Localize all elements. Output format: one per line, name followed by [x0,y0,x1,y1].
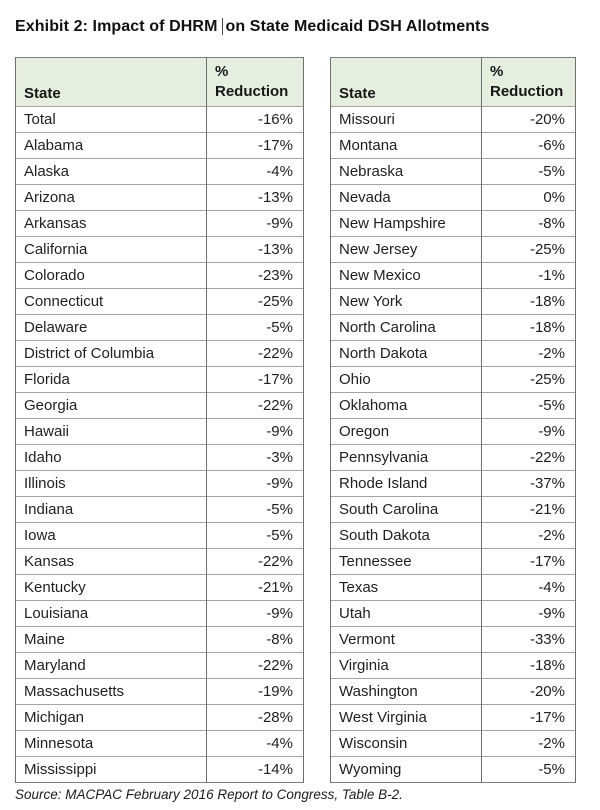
state-cell: Maryland [16,653,207,679]
table-row [331,393,576,419]
table-row [331,731,576,757]
state-cell: North Carolina [331,315,482,341]
reduction-cell: -17% [207,133,304,159]
state-cell: Wyoming [331,757,482,783]
table-row [16,497,304,523]
reduction-column-header: % Reduction [207,58,304,107]
reduction-cell: -2% [482,731,576,757]
state-cell: Utah [331,601,482,627]
reduction-cell: -25% [482,237,576,263]
dsh-table-left [15,57,304,783]
table-row [16,601,304,627]
state-cell: Kansas [16,549,207,575]
table-row [331,497,576,523]
state-cell: Hawaii [16,419,207,445]
reduction-cell: -13% [207,237,304,263]
state-cell: New Jersey [331,237,482,263]
header-row [16,58,304,107]
table-row [16,263,304,289]
table-row [16,523,304,549]
reduction-cell: -21% [207,575,304,601]
table-row [331,367,576,393]
state-cell: Massachusetts [16,679,207,705]
table-row [331,549,576,575]
reduction-cell: -17% [482,549,576,575]
table-row [16,757,304,783]
reduction-cell: -4% [207,731,304,757]
state-cell: Vermont [331,627,482,653]
reduction-cell: -16% [207,107,304,133]
reduction-cell: -20% [482,107,576,133]
state-cell: Washington [331,679,482,705]
state-cell: Oregon [331,419,482,445]
state-cell: California [16,237,207,263]
state-cell: Texas [331,575,482,601]
state-cell: Pennsylvania [331,445,482,471]
state-column-header: State [331,58,482,107]
table-row [16,315,304,341]
state-cell: South Carolina [331,497,482,523]
reduction-cell: -23% [207,263,304,289]
table-row [331,263,576,289]
reduction-cell: -19% [207,679,304,705]
state-cell: Indiana [16,497,207,523]
state-cell: Rhode Island [331,471,482,497]
dsh-table-right [330,57,576,783]
state-cell: Idaho [16,445,207,471]
table-row [16,575,304,601]
table-row [16,627,304,653]
reduction-cell: -2% [482,341,576,367]
table-row [331,653,576,679]
reduction-cell: -4% [482,575,576,601]
state-cell: Florida [16,367,207,393]
reduction-cell: -25% [482,367,576,393]
source-note: Source: MACPAC February 2016 Report to Congress, Table B-2. [15,787,403,802]
reduction-cell: -4% [207,159,304,185]
state-cell: Nevada [331,185,482,211]
reduction-cell: -6% [482,133,576,159]
table-row [16,419,304,445]
reduction-cell: -28% [207,705,304,731]
table-row [16,731,304,757]
reduction-cell: -18% [482,315,576,341]
reduction-cell: -8% [482,211,576,237]
reduction-cell: -8% [207,627,304,653]
table-row [331,159,576,185]
reduction-cell: -37% [482,471,576,497]
reduction-cell: -22% [207,341,304,367]
table-row [331,575,576,601]
reduction-cell: -9% [207,419,304,445]
reduction-cell: -22% [207,549,304,575]
reduction-cell: -18% [482,289,576,315]
reduction-column-header: % Reduction [482,58,576,107]
table-row [16,393,304,419]
reduction-cell: -18% [482,653,576,679]
table-row [331,601,576,627]
state-cell: Missouri [331,107,482,133]
table-row [331,471,576,497]
table-row [331,237,576,263]
state-cell: Arkansas [16,211,207,237]
state-cell: New York [331,289,482,315]
reduction-cell: -17% [207,367,304,393]
state-cell: Georgia [16,393,207,419]
title-text-before-cursor: Exhibit 2: Impact of DHRM [15,18,218,35]
table-row [331,419,576,445]
state-cell: Louisiana [16,601,207,627]
table-row [16,237,304,263]
reduction-cell: -5% [207,523,304,549]
table-row [331,211,576,237]
state-cell: Total [16,107,207,133]
state-cell: Delaware [16,315,207,341]
reduction-cell: -2% [482,523,576,549]
table-row [16,185,304,211]
exhibit-title [15,18,600,36]
table-row [16,133,304,159]
reduction-cell: -22% [482,445,576,471]
state-cell: Illinois [16,471,207,497]
reduction-cell: -20% [482,679,576,705]
table-row [16,289,304,315]
state-cell: West Virginia [331,705,482,731]
table-row [331,757,576,783]
title-text-after-cursor: on State Medicaid DSH Allotments [225,18,490,35]
reduction-cell: -5% [207,497,304,523]
table-row [16,679,304,705]
reduction-cell: -21% [482,497,576,523]
table-row [16,211,304,237]
state-cell: Connecticut [16,289,207,315]
reduction-cell: -9% [482,601,576,627]
state-cell: Alaska [16,159,207,185]
reduction-cell: -9% [207,471,304,497]
reduction-cell: -14% [207,757,304,783]
table-row [16,705,304,731]
state-cell: Tennessee [331,549,482,575]
reduction-cell: -17% [482,705,576,731]
table-row [331,679,576,705]
state-cell: North Dakota [331,341,482,367]
state-cell: Iowa [16,523,207,549]
table-row [331,523,576,549]
table-row [331,107,576,133]
table-row [331,341,576,367]
reduction-cell: -9% [207,601,304,627]
header-row [331,58,576,107]
reduction-cell: -22% [207,653,304,679]
table-row [16,367,304,393]
state-cell: Nebraska [331,159,482,185]
table-row [331,289,576,315]
state-cell: Wisconsin [331,731,482,757]
table-row [16,341,304,367]
table-row [16,653,304,679]
state-cell: New Hampshire [331,211,482,237]
state-cell: District of Columbia [16,341,207,367]
reduction-cell: -5% [482,393,576,419]
reduction-cell: -1% [482,263,576,289]
reduction-cell: -5% [482,757,576,783]
table-row [16,159,304,185]
state-cell: New Mexico [331,263,482,289]
state-cell: Mississippi [16,757,207,783]
table-row [331,705,576,731]
reduction-cell: 0% [482,185,576,211]
state-cell: Virginia [331,653,482,679]
state-cell: Michigan [16,705,207,731]
table-row [331,627,576,653]
state-cell: Alabama [16,133,207,159]
state-column-header: State [16,58,207,107]
reduction-cell: -9% [482,419,576,445]
table-row [331,133,576,159]
state-cell: South Dakota [331,523,482,549]
state-cell: Minnesota [16,731,207,757]
state-cell: Ohio [331,367,482,393]
state-cell: Maine [16,627,207,653]
state-cell: Arizona [16,185,207,211]
table-row [331,185,576,211]
reduction-cell: -3% [207,445,304,471]
reduction-cell: -22% [207,393,304,419]
reduction-cell: -25% [207,289,304,315]
state-cell: Montana [331,133,482,159]
reduction-cell: -33% [482,627,576,653]
text-cursor [222,18,223,35]
table-row [16,549,304,575]
table-row [16,471,304,497]
table-row [16,107,304,133]
table-row [16,445,304,471]
reduction-cell: -5% [482,159,576,185]
state-cell: Kentucky [16,575,207,601]
reduction-cell: -5% [207,315,304,341]
table-row [331,445,576,471]
tables-container [15,57,600,783]
reduction-cell: -13% [207,185,304,211]
reduction-cell: -9% [207,211,304,237]
table-row [331,315,576,341]
state-cell: Oklahoma [331,393,482,419]
state-cell: Colorado [16,263,207,289]
